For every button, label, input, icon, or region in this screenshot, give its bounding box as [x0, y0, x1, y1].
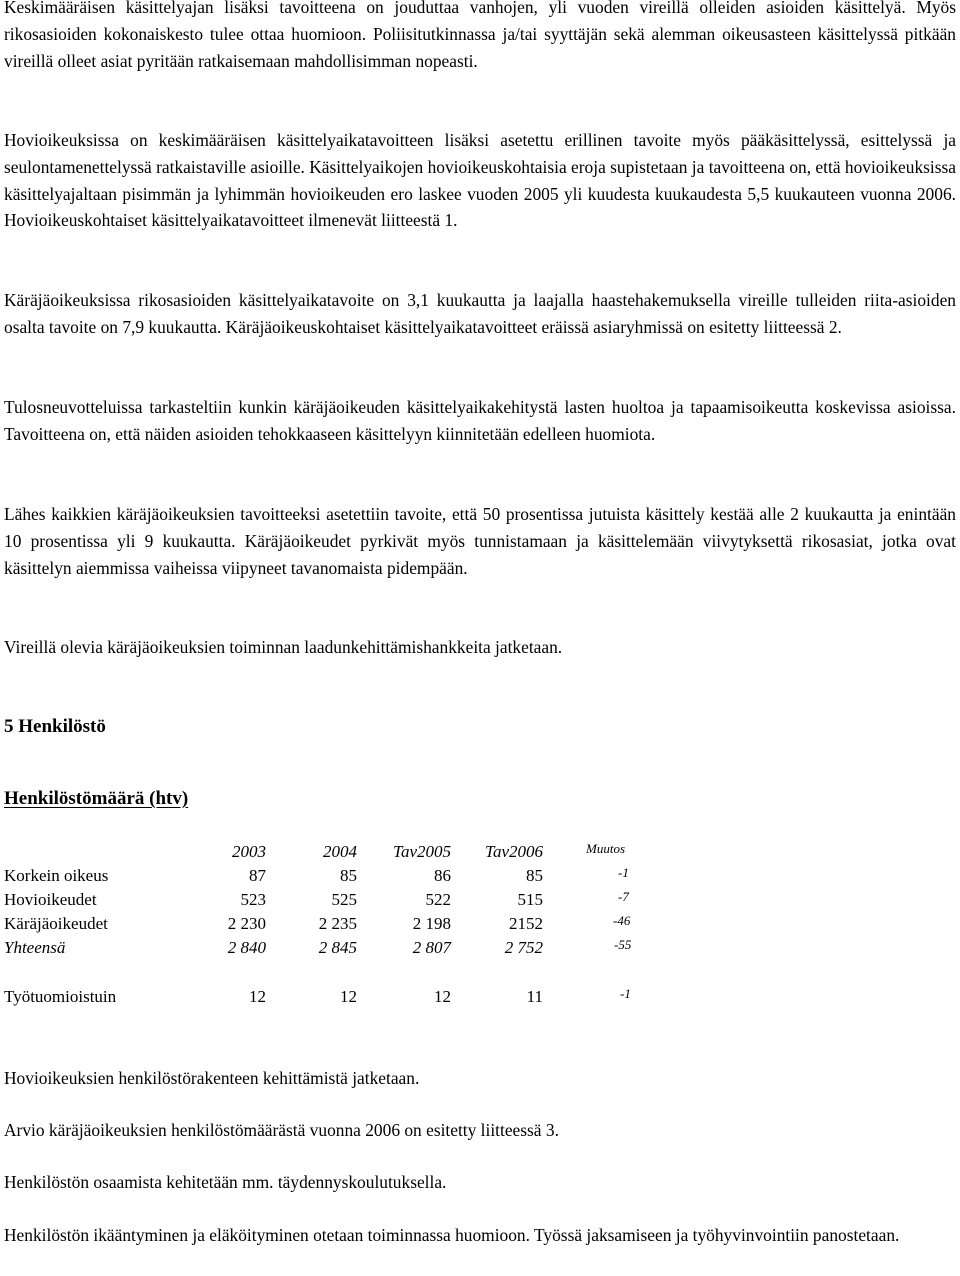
change-cell: -7 — [618, 889, 629, 904]
section-heading-personnel: 5 Henkilöstö — [4, 716, 106, 737]
table-header-change: Muutos — [586, 841, 625, 856]
table-cell: 2 235 — [318, 914, 357, 933]
paragraph-quality-projects: Vireillä olevia käräjäoikeuksien toiminnan laadunkehittämishankkeita jatketaan. — [4, 637, 563, 657]
table-header-2004: 2004 — [323, 842, 357, 861]
table-cell: 2 198 — [412, 914, 451, 933]
table-cell: 12 — [249, 987, 266, 1006]
paragraph-personnel-estimate: Arvio käräjäoikeuksien henkilöstömäärästä vuonna 2006 on esitetty liitteessä 3. — [4, 1120, 559, 1140]
table-cell: 86 — [434, 866, 451, 885]
row-label: Hovioikeudet — [4, 890, 97, 909]
subsection-heading-personnel-count: Henkilöstömäärä (htv) — [4, 788, 189, 809]
table-cell: 523 — [240, 890, 266, 909]
table-cell: 11 — [526, 987, 543, 1006]
table-cell: 525 — [331, 890, 357, 909]
table-cell: 12 — [340, 987, 357, 1006]
table-cell: 515 — [517, 890, 543, 909]
paragraph-court-of-appeal-targets: Hovioikeuksissa on keskimääräisen käsittelyaikatavoitteen lisäksi asetettu erillinen tavoite myös pääkäsittelyssä, esittelyssä ja seulontamenettelyssä ratkaistaville asioille. Käsittelyaikojen hovioikeuskohtaisia eroja supistetaan ja tavoitteena on, että hovioikeuksissa käsittelyajaltaan pisimmän ja lyhimmän hovioikeuden ero laskee vuoden 2005 yli kuudesta kuukaudesta 5,5 kuukauteen vuonna 2006. Hovioikeuskohtaiset käsittelyaikatavoitteet ilmenevät liitteestä 1. — [4, 130, 956, 231]
row-label: Käräjäoikeudet — [4, 914, 108, 933]
change-cell: -46 — [613, 913, 631, 928]
table-cell: 12 — [434, 987, 451, 1006]
paragraph-aging-wellbeing: Henkilöstön ikääntyminen ja eläköityminen otetaan toiminnassa huomioon. Työssä jaksamiseen ja työhyvinvointiin panostetaan. — [4, 1225, 900, 1245]
row-label: Työtuomioistuin — [4, 987, 117, 1006]
table-cell: 2 230 — [227, 914, 266, 933]
change-cell: -55 — [614, 937, 632, 952]
table-cell: 522 — [425, 890, 451, 909]
paragraph-district-court-targets: Käräjäoikeuksissa rikosasioiden käsittelyaikatavoite on 3,1 kuukautta ja laajalla haastehakemuksella vireille tulleiden riita-asioiden osalta tavoite on 7,9 kuukautta. Käräjäoikeuskohtaiset käsittelyaikatavoitteet eräissä asiaryhmissä on esitetty liitteessä 2. — [4, 290, 956, 337]
table-header-tav2005: Tav2005 — [393, 842, 451, 861]
personnel-table — [4, 838, 704, 1018]
table-cell: 87 — [249, 866, 266, 885]
paragraph-case-duration-goals: Lähes kaikkien käräjäoikeuksien tavoitteeksi asetettiin tavoite, että 50 prosentissa jutuista käsittely kestää alle 2 kuukautta ja enintään 10 prosentissa yli 9 kuukautta. Käräjäoikeudet pyrkivät myös tunnistamaan ja käsittelemään viivytyksettä rikosasiat, jotka ovat käsittelyn aiemmissa vaiheissa viipyneet tavanomaista pidempään. — [4, 504, 956, 578]
table-header-2003: 2003 — [232, 842, 266, 861]
table-cell: 85 — [526, 866, 543, 885]
paragraph-competence-development: Henkilöstön osaamista kehitetään mm. täydennyskoulutuksella. — [4, 1172, 447, 1192]
table-cell: 2152 — [509, 914, 543, 933]
change-cell: -1 — [618, 865, 629, 880]
table-cell: 85 — [340, 866, 357, 885]
table-cell: 2 752 — [504, 938, 543, 957]
paragraph-court-of-appeal-structure: Hovioikeuksien henkilöstörakenteen kehittämistä jatketaan. — [4, 1068, 420, 1088]
table-cell: 2 807 — [412, 938, 451, 957]
change-cell: -1 — [620, 986, 631, 1001]
row-label: Yhteensä — [4, 938, 66, 957]
paragraph-processing-time-old-cases: Keskimääräisen käsittelyajan lisäksi tavoitteena on jouduttaa vanhojen, yli vuoden vireillä olleiden asioiden käsittelyä. Myös rikosasioiden kokonaiskesto tulee ottaa huomioon. Poliisitutkinnassa ja/tai syyttäjän sekä alemman oikeusasteen käsittelyssä pitkään vireillä olleet asiat pyritään ratkaisemaan mahdollisimman nopeasti. — [4, 0, 956, 71]
row-label: Korkein oikeus — [4, 866, 109, 885]
table-cell: 2 845 — [318, 938, 357, 957]
paragraph-custody-cases: Tulosneuvotteluissa tarkasteltiin kunkin käräjäoikeuden käsittelyaikakehitystä lasten huoltoa ja tapaamisoikeutta koskevissa asioissa. Tavoitteena on, että näiden asioiden tehokkaaseen käsittelyyn kiinnitetään edelleen huomiota. — [4, 397, 956, 444]
table-cell: 2 840 — [227, 938, 266, 957]
table-header-tav2006: Tav2006 — [485, 842, 543, 861]
